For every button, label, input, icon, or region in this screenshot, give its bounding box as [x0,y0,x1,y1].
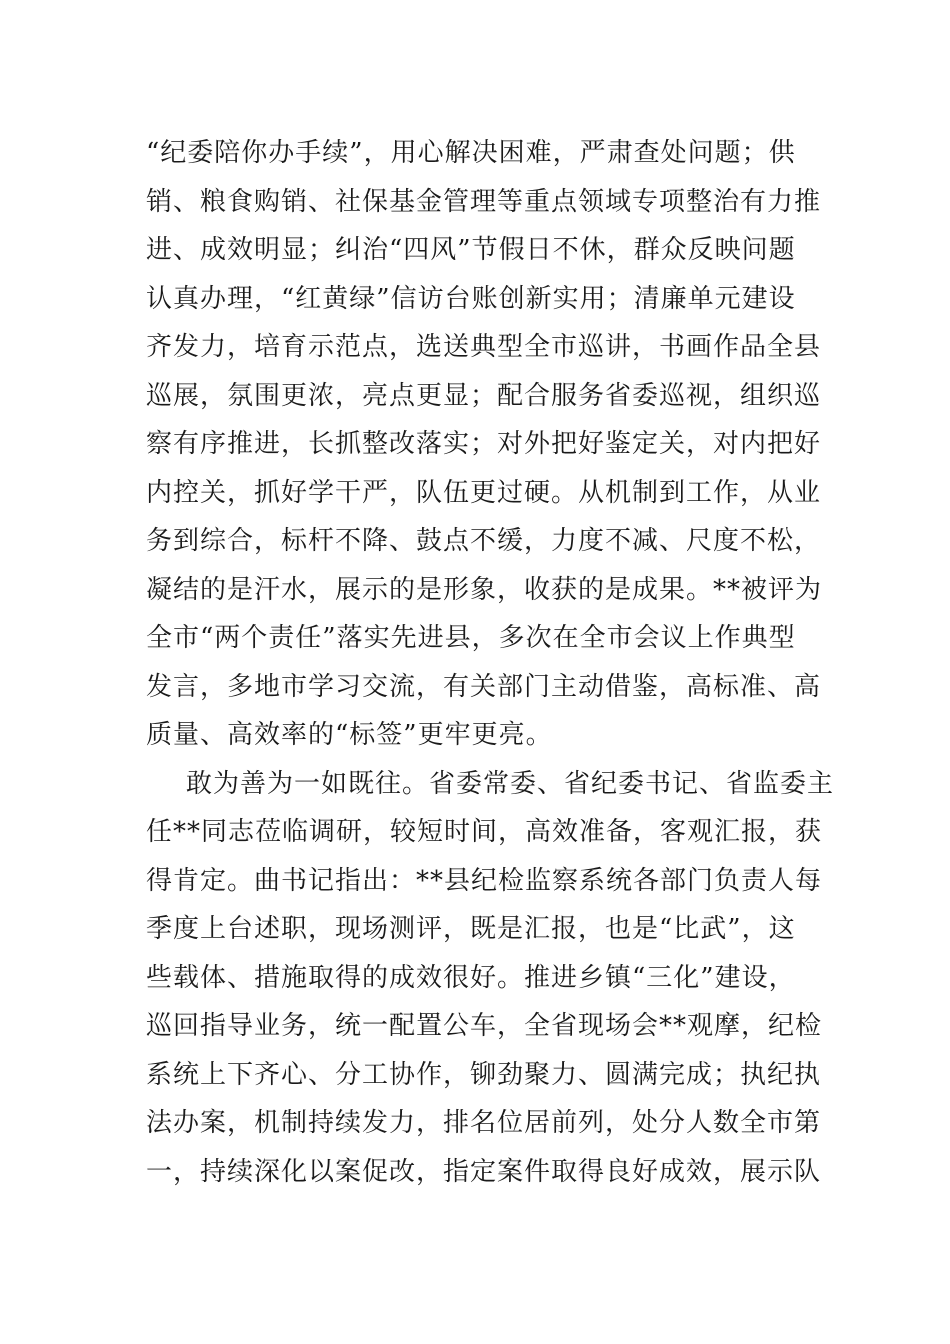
text-line: 质量、高效率的“标签”更牢更亮。 [146,720,553,750]
text-line: 法办案，机制持续发力，排名位居前列，处分人数全市第 [146,1108,822,1138]
text-line: 些载体、措施取得的成效很好。推进乡镇“三化”建设， [146,963,796,993]
text-line: 得肯定。曲书记指出：**县纪检监察系统各部门负责人每 [146,866,823,896]
text-line: “纪委陪你办手续”，用心解决困难，严肃查处问题；供 [146,138,796,168]
text-line: 齐发力，培育示范点，选送典型全市巡讲，书画作品全县 [146,332,822,362]
text-line: 务到综合，标杆不降、鼓点不缓，力度不减、尺度不松， [146,526,822,556]
text-line: 系统上下齐心、分工协作，铆劲聚力、圆满完成；执纪执 [146,1060,822,1090]
text-line: 进、成效明显；纠治“四风”节假日不休，群众反映问题 [146,235,796,265]
text-line: 察有序推进，长抓整改落实；对外把好鉴定关，对内把好 [146,429,822,459]
text-line: 发言，多地市学习交流，有关部门主动借鉴，高标准、高 [146,672,822,702]
paragraph-first-line: 敢为善为一如既往。省委常委、省纪委书记、省监委主 [186,769,835,799]
text-line: 季度上台述职，现场测评，既是汇报，也是“比武”，这 [146,914,796,944]
text-line: 任**同志莅临调研，较短时间，高效准备，客观汇报，获 [146,817,823,847]
text-line: 认真办理，“红黄绿”信访台账创新实用；清廉单元建设 [146,284,796,314]
text-line: 内控关，抓好学干严，队伍更过硬。从机制到工作，从业 [146,478,822,508]
text-line: 销、粮食购销、社保基金管理等重点领域专项整治有力推 [146,187,822,217]
text-line: 巡回指导业务，统一配置公车，全省现场会**观摩，纪检 [146,1011,823,1041]
text-line: 凝结的是汗水，展示的是形象，收获的是成果。**被评为 [146,575,823,605]
text-line: 巡展，氛围更浓，亮点更显；配合服务省委巡视，组织巡 [146,381,822,411]
text-line: 一，持续深化以案促改，指定案件取得良好成效，展示队 [146,1157,822,1187]
text-line: 全市“两个责任”落实先进县，多次在全市会议上作典型 [146,623,796,653]
